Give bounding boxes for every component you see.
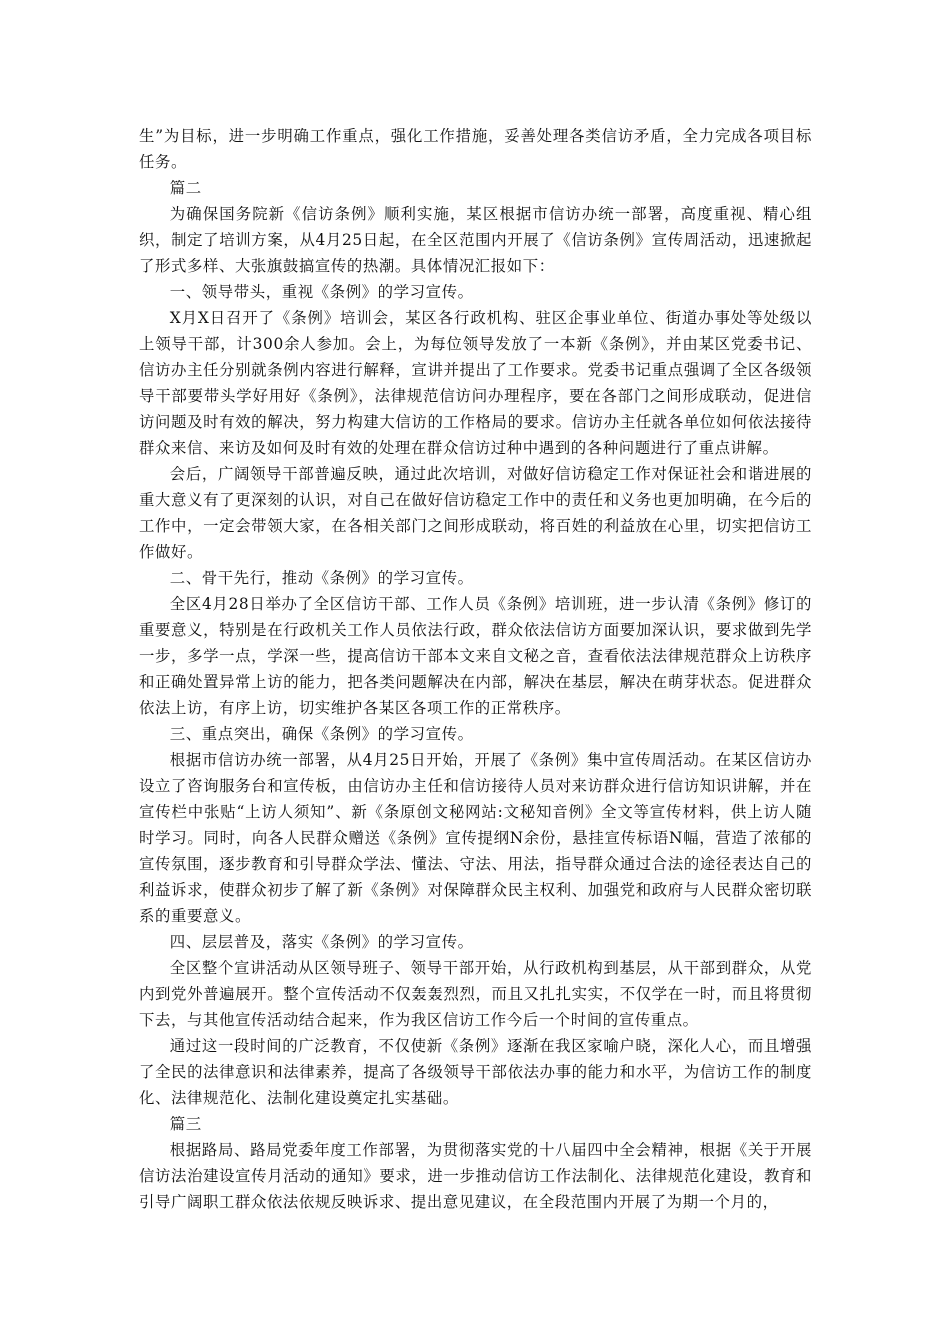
paragraph-continuation: 生”为目标，进一步明确工作重点，强化工作措施，妥善处理各类信访矛盾，全力完成各项目标任务。 [139, 127, 812, 171]
paragraph-training-class: 全区4月28日举办了全区信访干部、工作人员《条例》培训班，进一步认清《条例》修订的重要意义，特别是在行政机关工作人员依法行政，群众依法信访方面要加深认识，要求做到先学一步，多学一点，学深一些，提高信访干部本文来自文秘之音，查看依法法律规范群众上访秩序和正确处置异常上访的能力，把各类问题解决在内部，解决在基层，解决在萌芽状态。促进群众依法上访，有序上访，切实维护各某区各项工作的正常秩序。 [139, 595, 812, 717]
paragraph-publicity-week: 根据市信访办统一部署，从4月25日开始，开展了《条例》集中宣传周活动。在某区信访办设立了咨询服务台和宣传板，由信访办主任和信访接待人员对来访群众进行信访知识讲解，并在宣传栏中张贴“上访人须知”、新《条原创文秘网站:文秘知音例》全文等宣传材料，供上访人随时学习。同时，向各人民群众赠送《条例》宣传提纲N余份，悬挂宣传标语N幅，营造了浓郁的宣传氛围，逐步教育和引导群众学法、懂法、守法、用法，指导群众通过合法的途径表达自己的利益诉求，使群众初步了解了新《条例》对保障群众民主权利、加强党和政府与人民群众密切联系的重要意义。 [139, 751, 812, 925]
paragraph-intro: 为确保国务院新《信访条例》顺利实施，某区根据市信访办统一部署，高度重视、精心组织，制定了培训方案，从4月25日起，在全区范围内开展了《信访条例》宣传周活动，迅速掀起了形式多样、大张旗鼓搞宣传的热潮。具体情况汇报如下： [139, 205, 812, 275]
subheading-three: 三、重点突出，确保《条例》的学习宣传。 [169, 725, 474, 743]
paragraph-part-three-intro: 根据路局、路局党委年度工作部署，为贯彻落实党的十八届四中全会精神，根据《关于开展信访法治建设宣传月活动的通知》要求，进一步推动信访工作法制化、法律规范化建设，教育和引导广阔职工群众依法依规反映诉求、提出意见建议，在全段范围内开展了为期一个月的， [139, 1141, 812, 1211]
subheading-four: 四、层层普及，落实《条例》的学习宣传。 [169, 933, 474, 951]
paragraph-training-meeting: X月X日召开了《条例》培训会，某区各行政机构、驻区企事业单位、街道办事处等处级以上领导干部，计300余人参加。会上，为每位领导发放了一本新《条例》，并由某区党委书记、信访办主任分别就条例内容进行解释，宣讲并提出了工作要求。党委书记重点强调了全区各级领导干部要带头学好用好《条例》，法律规范信访问办理程序，要在各部门之间形成联动，促进信访问题及时有效的解决，努力构建大信访的工作格局的要求。信访办主任就各单位如何依法接待群众来信、来访及如何及时有效的处理在群众信访过种中遇到的各种问题进行了重点讲解。 [139, 309, 812, 457]
paragraph-popularization: 全区整个宣讲活动从区领导班子、领导干部开始，从行政机构到基层，从干部到群众，从党内到党外普遍展开。整个宣传活动不仅轰轰烈烈，而且又扎扎实实，不仅学在一时，而且将贯彻下去，与其他宣传活动结合起来，作为我区信访工作今后一个时间的宣传重点。 [139, 959, 812, 1029]
section-title-part-three: 篇三 [169, 1115, 202, 1133]
section-title-part-two: 篇二 [169, 179, 202, 197]
subheading-two: 二、骨干先行，推动《条例》的学习宣传。 [169, 569, 474, 587]
paragraph-conclusion: 通过这一段时间的广泛教育，不仅使新《条例》逐渐在我区家喻户晓，深化人心，而且增强了全民的法律意识和法律素养，提高了各级领导干部依法办事的能力和水平，为信访工作的制度化、法律规范化、法制化建设奠定扎实基础。 [139, 1037, 812, 1107]
subheading-one: 一、领导带头，重视《条例》的学习宣传。 [169, 283, 474, 301]
document-body [139, 123, 812, 1215]
paragraph-feedback: 会后，广阔领导干部普遍反映，通过此次培训，对做好信访稳定工作对保证社会和谐进展的重大意义有了更深刻的认识，对自己在做好信访稳定工作中的责任和义务也更加明确，在今后的工作中，一定会带领大家，在各相关部门之间形成联动，将百姓的利益放在心里，切实把信访工作做好。 [139, 465, 812, 561]
